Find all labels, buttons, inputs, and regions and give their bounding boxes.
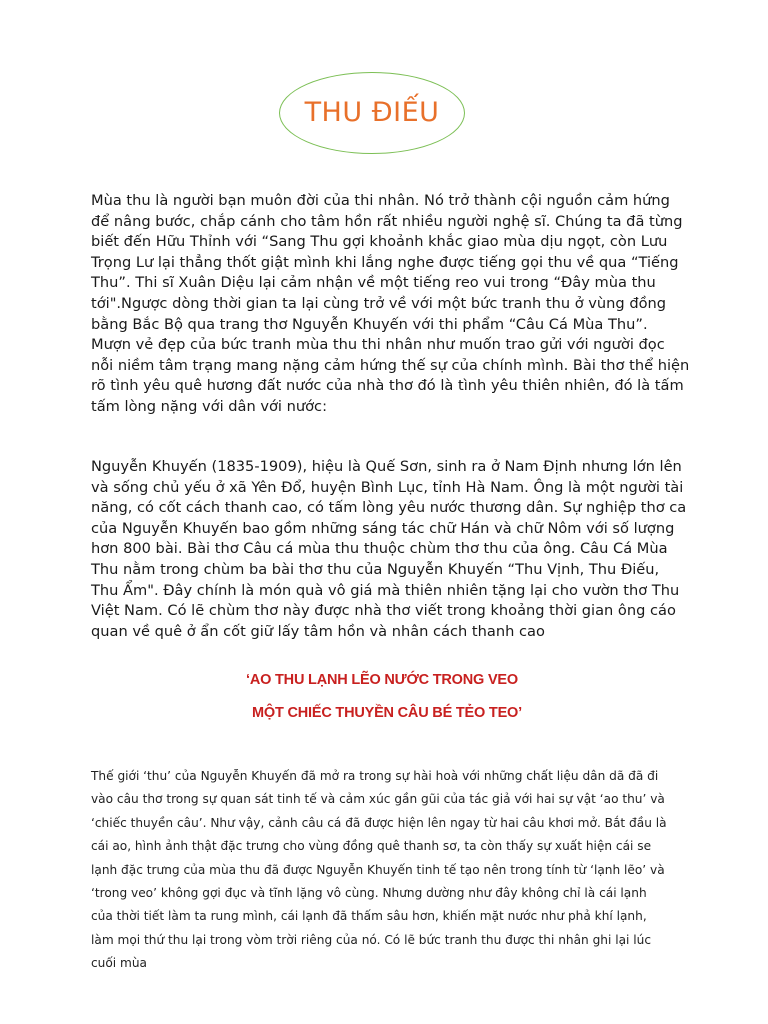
verse-line-2: MỘT CHIẾC THUYỀN CÂU BÉ TẺO TEO’ — [252, 705, 522, 721]
analysis-paragraph: Thế giới ‘thu’ của Nguyễn Khuyến đã mở ra trong sự hài hoà với những chất liệu dân dã đã đi vào câu thơ trong sự quan sát tinh tế và cảm xúc gần gũi của tác giả với hai sự vật ‘ao thu’ và ‘chiếc thuyền câu’. Như vậy, cảnh câu cá đã được hiện lên ngay từ hai câu khơi mở. Bắt đầu là cái ao, hình ảnh thật đặc trưng cho vùng đồng quê thanh sơ, ta còn thấy sự xuất hiện cái se lạnh đặc trưng của mùa thu đã được Nguyễn Khuyến tinh tế tạo nên trong tính từ ‘lạnh lẽo’ và ‘trong veo’ không gợi đục và tĩnh lặng vô cùng. Nhưng dường như đây không chỉ là cái lạnh của thời tiết làm ta rung mình, cái lạnh đã thấm sâu hơn, khiến mặt nước như phả khí lạnh, làm mọi thứ thu lại trong vòm trời riêng của nó. Có lẽ bức tranh thu được thi nhân ghi lại lúc cuối mùa — [91, 769, 667, 971]
page-title: THU ĐIẾU — [304, 96, 440, 128]
verse-line-1: ‘AO THU LẠNH LẼO NƯỚC TRONG VEO — [246, 672, 518, 688]
intro-paragraph: Mùa thu là người bạn muôn đời của thi nhân. Nó trở thành cội nguồn cảm hứng để nâng bước, chắp cánh cho tâm hồn rất nhiều người nghệ sĩ. Chúng ta đã từng biết đến Hữu Thỉnh với “Sang Thu gợi khoảnh khắc giao mùa dịu ngọt, còn Lưu Trọng Lư lại thẳng thốt giật mình khi lắng nghe được tiếng gọi thu về qua “Tiếng Thu”. Thi sĩ Xuân Diệu lại cảm nhận về một tiếng reo vui trong “Đây mùa thu tới".Ngược dòng thời gian ta lại cùng trở về với một bức tranh thu ở vùng đồng bằng Bắc Bộ qua trang thơ Nguyễn Khuyến với thi phẩm “Câu Cá Mùa Thu”. Mượn vẻ đẹp của bức tranh mùa thu thi nhân như muốn trao gửi với người đọc nỗi niềm tâm trạng mang nặng cảm hứng thế sự của chính mình. Bài thơ thể hiện rõ tình yêu quê hương đất nước của nhà thơ đó là tình yêu thiên nhiên, đó là tấm tấm lòng nặng với dân với nước: — [91, 192, 690, 415]
author-paragraph: Nguyễn Khuyến (1835-1909), hiệu là Quế Sơn, sinh ra ở Nam Định nhưng lớn lên và sống chủ yếu ở xã Yên Đổ, huyện Bình Lục, tỉnh Hà Nam. Ông là một người tài năng, có cốt cách thanh cao, có tấm lòng yêu nước thương dân. Sự nghiệp thơ ca của Nguyễn Khuyến bao gồm những sáng tác chữ Hán và chữ Nôm với số lượng hơn 800 bài. Bài thơ Câu cá mùa thu thuộc chùm thơ thu của ông. Câu Cá Mùa Thu nằm trong chùm ba bài thơ thu của Nguyễn Khuyến “Thu Vịnh, Thu Điếu, Thu Ẩm". Đây chính là món quà vô giá mà thiên nhiên tặng lại cho vườn thơ Thu Việt Nam. Có lẽ chùm thơ này được nhà thơ viết trong khoảng thời gian ông cáo quan về quê ở ẩn cốt giữ lấy tâm hồn và nhân cách thanh cao — [91, 458, 687, 640]
title-ellipse — [279, 72, 465, 154]
